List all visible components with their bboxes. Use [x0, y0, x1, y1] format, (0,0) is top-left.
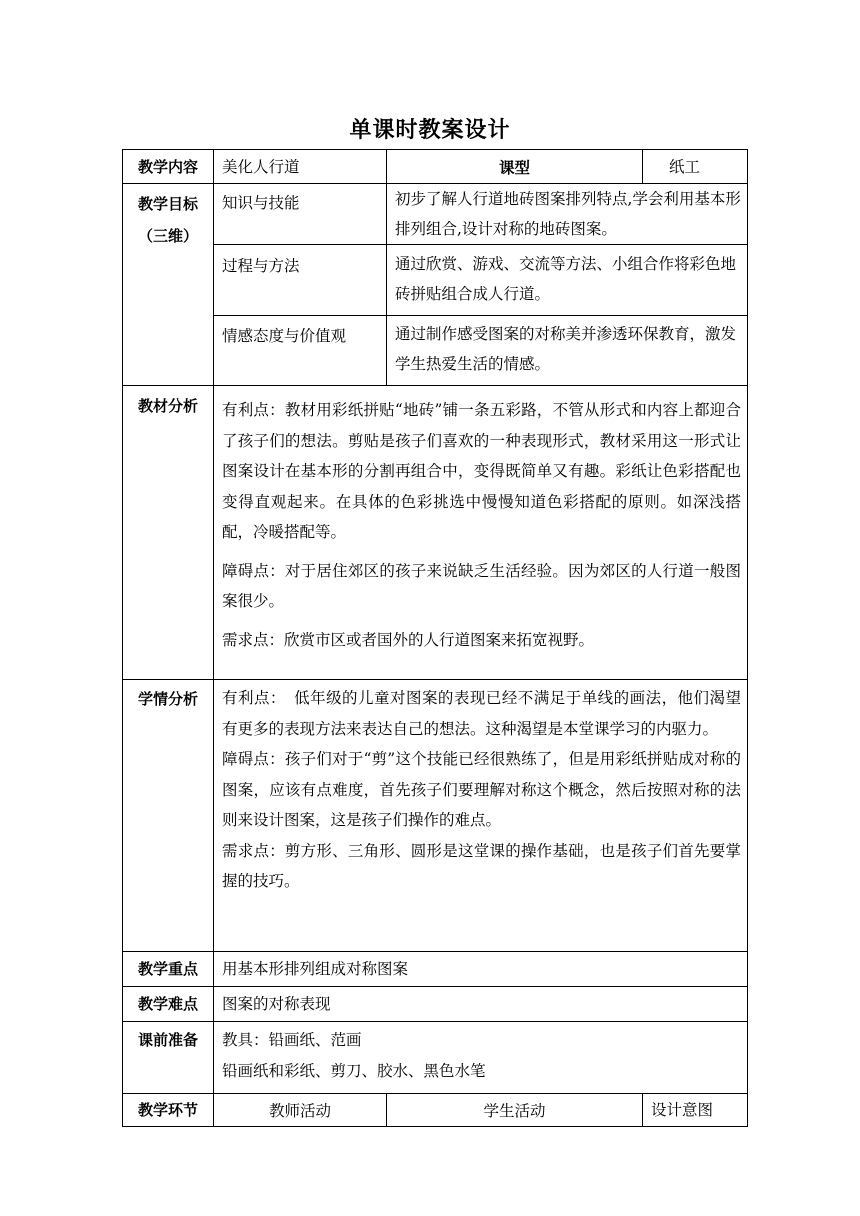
student-analysis-obstacle: 障碍点：孩子们对于“剪”这个技能已经很熟练了，但是用彩纸拼贴成对称的图案，应该有点难度，首先孩子们要理解对称这个概念，然后按照对称的法则来设计图案，这是孩子们操作的难点。: [222, 750, 741, 829]
student-analysis-content: [214, 680, 748, 952]
row-steps-header: [123, 1094, 748, 1127]
page-title: 单课时教案设计: [349, 118, 511, 143]
header-teacher-activity: 教师活动: [214, 1094, 387, 1127]
label-material-analysis: 教材分析: [123, 386, 214, 680]
label-preparation: 课前准备: [123, 1022, 214, 1094]
value-difficulty: 图案的对称表现: [214, 987, 748, 1022]
label-difficulty: 教学难点: [123, 987, 214, 1022]
lesson-plan-table: [122, 149, 748, 1127]
header-design-intent: 设计意图: [643, 1094, 748, 1127]
label-teaching-goals-line2: （三维）: [137, 227, 198, 245]
value-teaching-content: 美化人行道: [214, 150, 387, 184]
row-material-analysis: [123, 386, 748, 680]
preparation-teaching-aids: 教具：铅画纸、范画: [222, 1031, 362, 1049]
goal-text-attitude: 通过制作感受图案的对称美并渗透环保教育，激发学生热爱生活的情感。: [387, 316, 748, 386]
goal-name-knowledge: 知识与技能: [214, 184, 387, 245]
row-student-analysis: [123, 680, 748, 952]
row-goal-process: [123, 245, 748, 316]
row-goal-knowledge: [123, 184, 748, 245]
row-preparation: [123, 1022, 748, 1094]
material-analysis-advantage: 有利点：教材用彩纸拼贴“地砖”铺一条五彩路，不管从形式和内容上都迎合了孩子们的想法。剪贴是孩子们喜欢的一种表现形式，教材采用这一形式让图案设计在基本形的分割再组合中，变得既简单又有趣。彩纸让色彩搭配也变得直观起来。在具体的色彩挑选中慢慢知道色彩搭配的原则。如深浅搭配，冷暖搭配等。: [222, 401, 741, 541]
goal-name-process: 过程与方法: [214, 245, 387, 316]
goal-text-knowledge: 初步了解人行道地砖图案排列特点,学会利用基本形排列组合,设计对称的地砖图案。: [387, 184, 748, 245]
preparation-content: [214, 1022, 748, 1094]
row-key-point: [123, 952, 748, 987]
material-analysis-obstacle: 障碍点：对于居住郊区的孩子来说缺乏生活经验。因为郊区的人行道一般图案很少。: [222, 561, 741, 610]
row-difficulty: [123, 987, 748, 1022]
label-teaching-goals-line1: 教学目标: [137, 195, 198, 213]
material-analysis-need: 需求点：欣赏市区或者国外的人行道图案来拓宽视野。: [222, 630, 595, 649]
row-teaching-content: [123, 150, 748, 184]
label-teaching-steps: 教学环节: [123, 1094, 214, 1127]
material-analysis-content: [214, 386, 748, 680]
label-teaching-content: 教学内容: [123, 150, 214, 184]
value-key-point: 用基本形排列组成对称图案: [214, 952, 748, 987]
row-goal-attitude: [123, 316, 748, 386]
label-key-point: 教学重点: [123, 952, 214, 987]
goal-text-process: 通过欣赏、游戏、交流等方法、小组合作将彩色地砖拼贴组合成人行道。: [387, 245, 748, 316]
header-student-activity: 学生活动: [387, 1094, 643, 1127]
student-analysis-need: 需求点：剪方形、三角形、圆形是这堂课的操作基础，也是孩子们首先要掌握的技巧。: [222, 841, 741, 890]
value-lesson-type: 纸工: [643, 150, 748, 184]
preparation-student-materials: 铅画纸和彩纸、剪刀、胶水、黑色水笔: [222, 1062, 486, 1080]
goal-name-attitude: 情感态度与价值观: [214, 316, 387, 386]
label-teaching-goals: [123, 184, 214, 386]
label-lesson-type: 课型: [387, 150, 643, 184]
student-analysis-advantage: 有利点： 低年级的儿童对图案的表现已经不满足于单线的画法，他们渴望有更多的表现方法来表达自己的想法。这种渴望是本堂课学习的内驱力。: [222, 689, 741, 738]
label-student-analysis: 学情分析: [123, 680, 214, 952]
